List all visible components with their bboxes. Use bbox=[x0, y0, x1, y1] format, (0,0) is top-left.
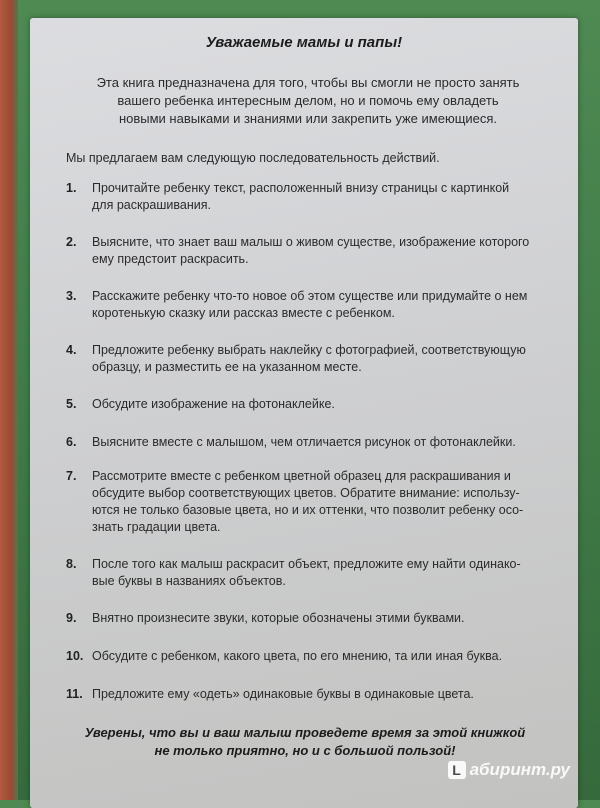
step-line: обсудите выбор соответствующих цветов. Обратите внимание: использу- bbox=[92, 486, 520, 500]
step-line: вые буквы в названиях объектов. bbox=[92, 574, 286, 588]
step-item bbox=[66, 686, 556, 703]
step-number: 6. bbox=[66, 435, 77, 449]
watermark-text: абиринт.ру bbox=[469, 760, 570, 779]
step-number: 3. bbox=[66, 289, 77, 303]
step-number: 8. bbox=[66, 557, 77, 571]
step-number: 10. bbox=[66, 649, 84, 663]
step-text bbox=[92, 556, 556, 590]
closing-line: не только приятно, но и с большой пользой! bbox=[154, 743, 456, 758]
step-line: Предложите ребенку выбрать наклейку с фотографией, соответствующую bbox=[92, 343, 526, 357]
step-number: 11. bbox=[66, 687, 83, 701]
step-number: 2. bbox=[66, 235, 77, 249]
step-text bbox=[92, 686, 556, 703]
step-item bbox=[66, 234, 556, 268]
step-line: ему предстоит раскрасить. bbox=[92, 252, 249, 266]
step-line: ются не только базовые цвета, но и их оттенки, что позволит ребенку осо- bbox=[92, 503, 524, 517]
step-line: После того как малыш раскрасит объект, предложите ему найти одинако- bbox=[92, 557, 521, 571]
step-item bbox=[66, 648, 556, 665]
step-text bbox=[92, 396, 556, 413]
labirint-watermark bbox=[448, 760, 570, 780]
step-line: для раскрашивания. bbox=[92, 198, 211, 212]
step-line: Выясните вместе с малышом, чем отличается рисунок от фотонаклейки. bbox=[92, 435, 516, 449]
closing-line: Уверены, что вы и ваш малыш проведете время за этой книжкой bbox=[84, 725, 526, 740]
step-number: 9. bbox=[66, 611, 77, 625]
intro-paragraph bbox=[78, 74, 538, 128]
book-cover-edge bbox=[0, 0, 18, 800]
step-text bbox=[92, 610, 556, 627]
step-item bbox=[66, 434, 556, 451]
step-number: 5. bbox=[66, 397, 77, 411]
step-number: 1. bbox=[66, 181, 77, 195]
step-line: Расскажите ребенку что-то новое об этом существе или придумайте о нем bbox=[92, 289, 528, 303]
step-item bbox=[66, 610, 556, 627]
step-line: Прочитайте ребенку текст, расположенный внизу страницы с картинкой bbox=[92, 181, 510, 195]
page-title: Уважаемые мамы и папы! bbox=[205, 34, 403, 51]
step-line: Обсудите с ребенком, какого цвета, по его мнению, та или иная буква. bbox=[92, 649, 503, 663]
labirint-logo-icon: L bbox=[448, 761, 466, 779]
step-item bbox=[66, 396, 556, 413]
closing-paragraph bbox=[60, 724, 550, 760]
step-line: Предложите ему «одеть» одинаковые буквы в одинаковые цвета. bbox=[92, 687, 474, 701]
step-text bbox=[92, 648, 556, 665]
book-page bbox=[30, 18, 578, 808]
step-line: Рассмотрите вместе с ребенком цветной образец для раскрашивания и bbox=[92, 469, 511, 483]
lead-sentence: Мы предлагаем вам следующую последовательность действий. bbox=[66, 151, 440, 165]
step-line: Обсудите изображение на фотонаклейке. bbox=[92, 397, 335, 411]
step-line: Внятно произнесите звуки, которые обозначены этими буквами. bbox=[92, 611, 465, 625]
step-text bbox=[92, 468, 556, 536]
step-text bbox=[92, 234, 556, 268]
step-text bbox=[92, 288, 556, 322]
step-text bbox=[92, 180, 556, 214]
step-number: 7. bbox=[66, 469, 77, 483]
step-line: Выясните, что знает ваш малыш о живом существе, изображение которого bbox=[92, 235, 530, 249]
step-line: коротенькую сказку или рассказ вместе с ребенком. bbox=[92, 306, 395, 320]
intro-line: вашего ребенка интересным делом, но и помочь ему овладеть bbox=[117, 93, 499, 108]
step-item bbox=[66, 468, 556, 536]
step-item bbox=[66, 180, 556, 214]
step-item bbox=[66, 288, 556, 322]
step-text bbox=[92, 342, 556, 376]
step-number: 4. bbox=[66, 343, 77, 357]
step-item bbox=[66, 342, 556, 376]
intro-line: Эта книга предназначена для того, чтобы вы смогли не просто занять bbox=[96, 75, 520, 90]
step-text bbox=[92, 434, 556, 451]
step-item bbox=[66, 556, 556, 590]
step-line: образцу, и разместить ее на указанном месте. bbox=[92, 360, 362, 374]
step-line: знать градации цвета. bbox=[92, 520, 221, 534]
intro-line: новыми навыками и знаниями или закрепить уже имеющиеся. bbox=[118, 111, 498, 126]
